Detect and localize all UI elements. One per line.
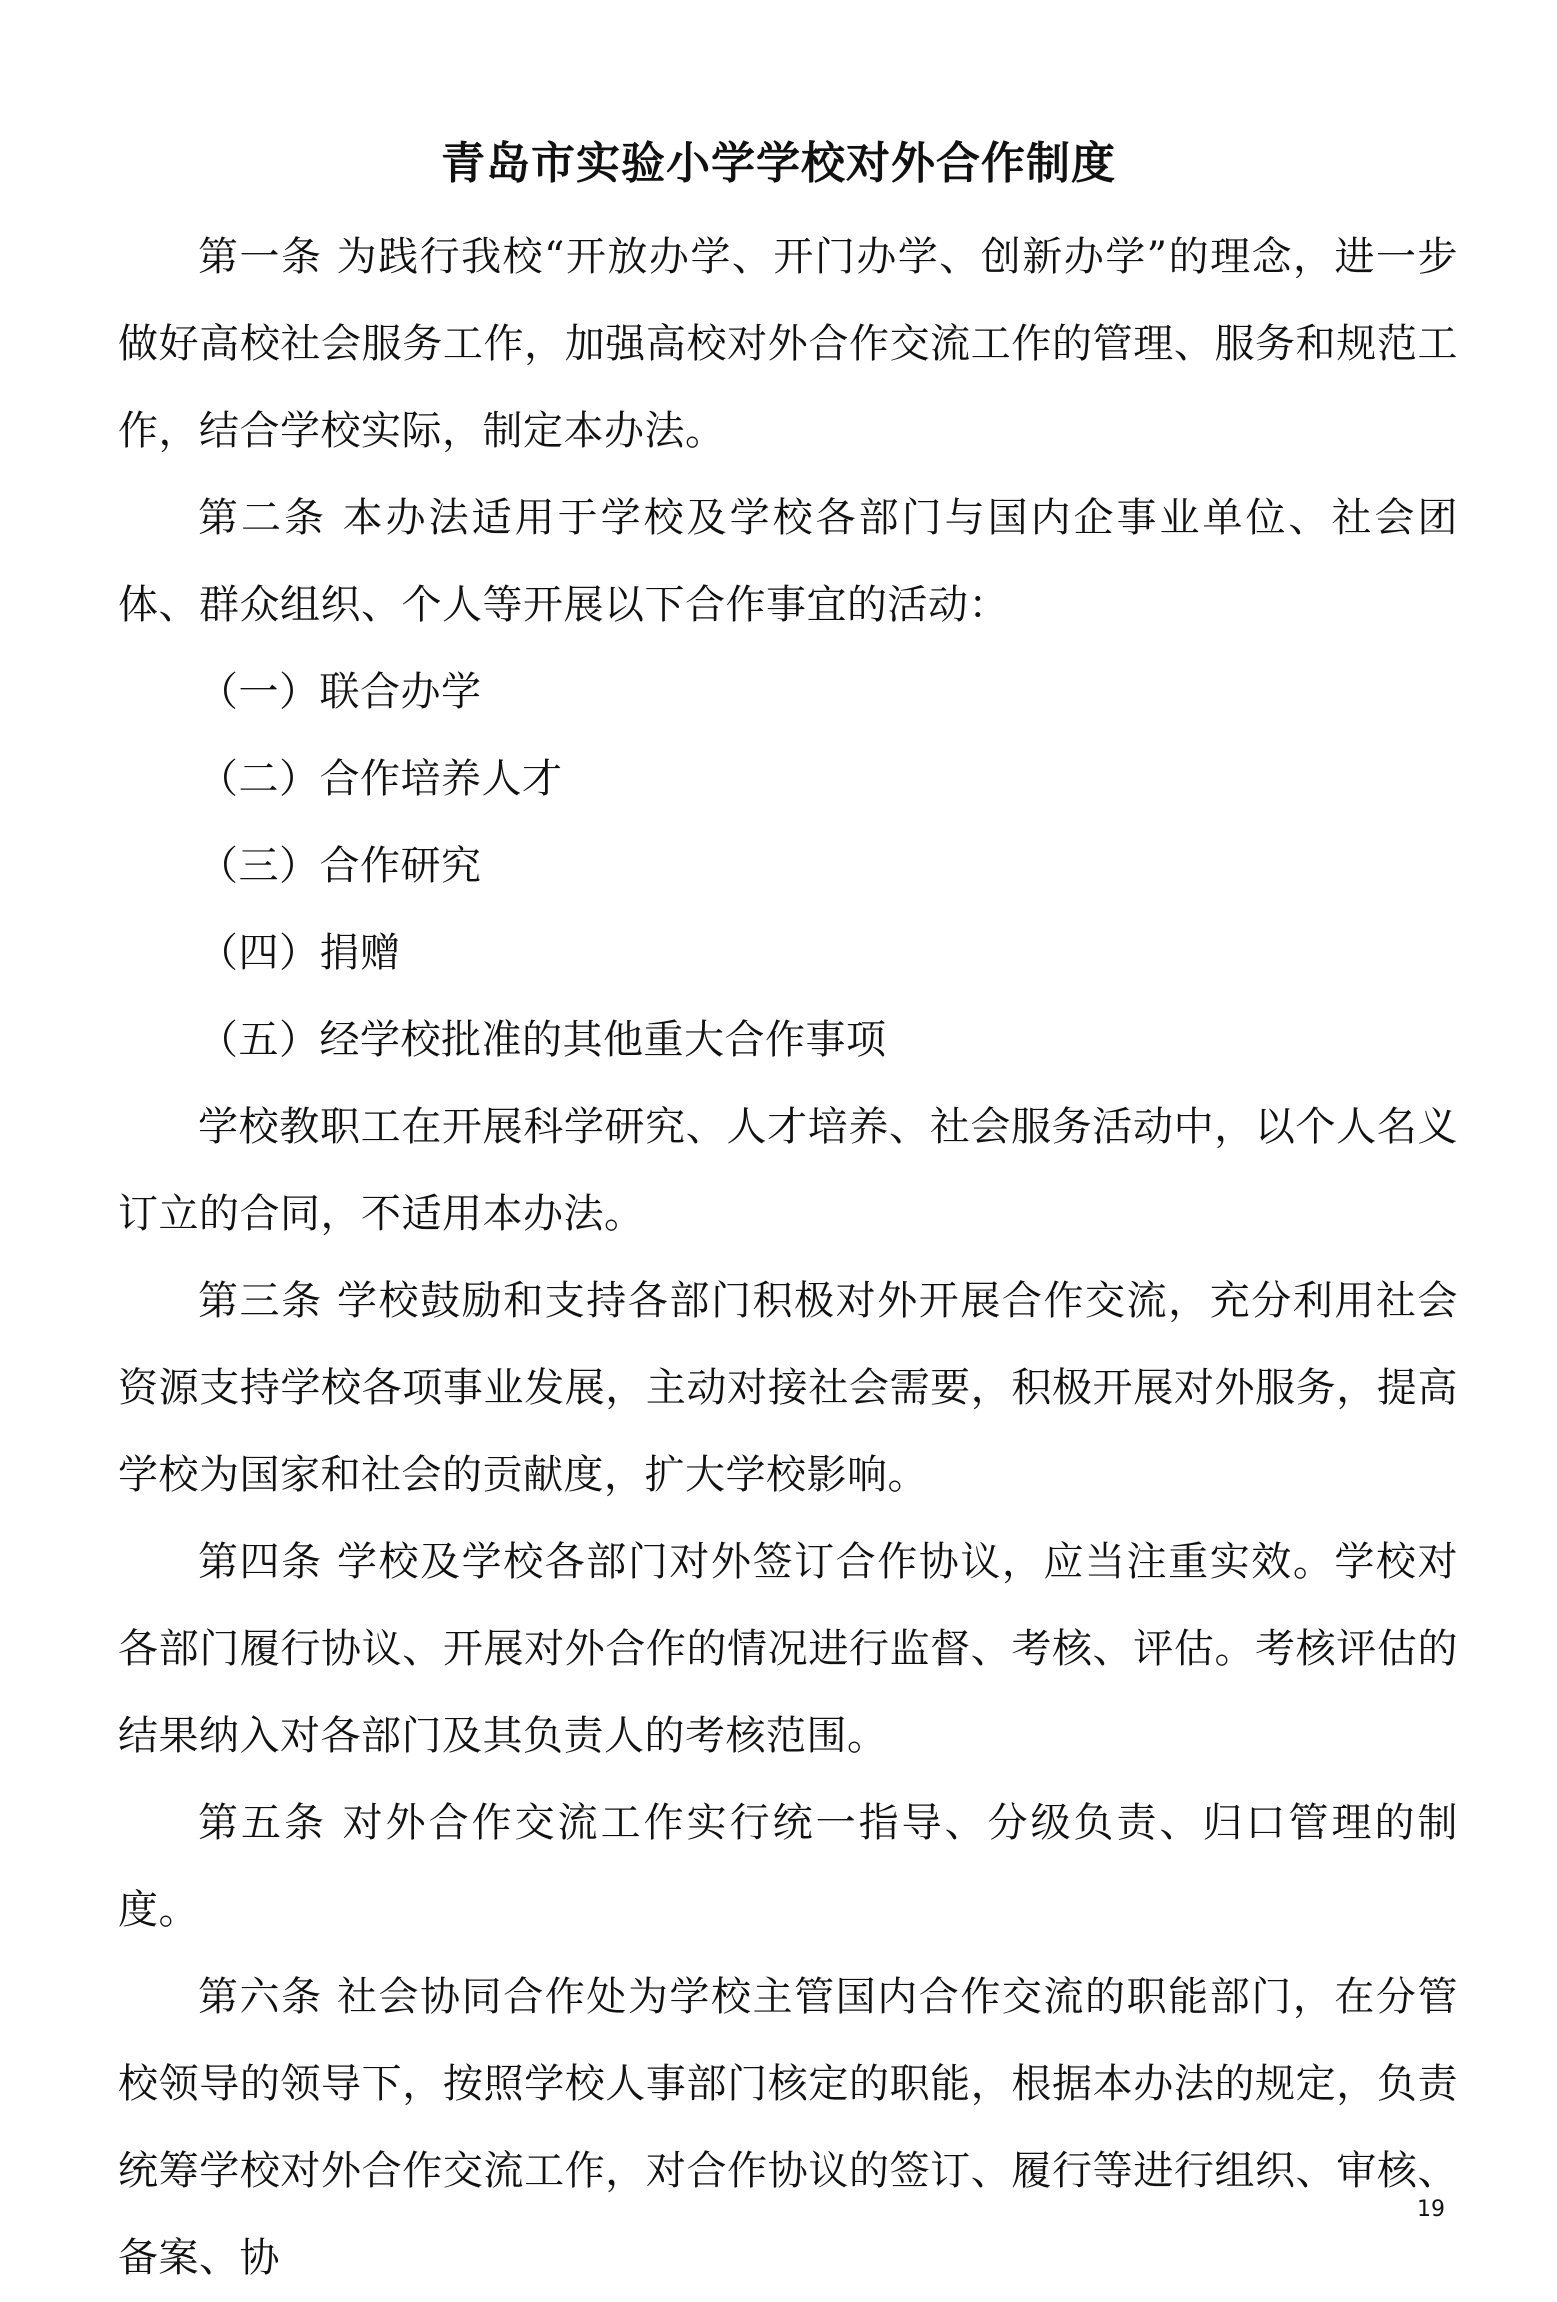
page-number: 19 — [1417, 2197, 1445, 2222]
list-item-1: （一）联合办学 — [198, 669, 482, 715]
article-2-paragraph: 第二条 本办法适用于学校及学校各部门与国内企事业单位、社会团体、群众组织、个人等开展以下合作事宜的活动： — [118, 495, 1458, 628]
list-item-3: （三）合作研究 — [198, 843, 482, 889]
list-item-2: （二）合作培养人才 — [198, 756, 563, 802]
list-item-5: （五）经学校批准的其他重大合作事项 — [198, 1017, 887, 1063]
list-item-4: （四）捐赠 — [198, 930, 401, 976]
exclusion-paragraph: 学校教职工在开展科学研究、人才培养、社会服务活动中，以个人名义订立的合同，不适用本办法。 — [118, 1104, 1458, 1237]
article-4-paragraph: 第四条 学校及学校各部门对外签订合作协议，应当注重实效。学校对各部门履行协议、开展对外合作的情况进行监督、考核、评估。考核评估的结果纳入对各部门及其负责人的考核范围。 — [118, 1539, 1458, 1759]
article-1-paragraph: 第一条 为践行我校“开放办学、开门办学、创新办学”的理念，进一步做好高校社会服务工作，加强高校对外合作交流工作的管理、服务和规范工作，结合学校实际，制定本办法。 — [118, 234, 1458, 454]
article-6-paragraph: 第六条 社会协同合作处为学校主管国内合作交流的职能部门，在分管校领导的领导下，按照学校人事部门核定的职能，根据本办法的规定，负责统筹学校对外合作交流工作，对合作协议的签订、履行等进行组织、审核、备案、协 — [118, 1974, 1458, 2281]
article-5-paragraph: 第五条 对外合作交流工作实行统一指导、分级负责、归口管理的制度。 — [118, 1800, 1458, 1933]
document-title: 青岛市实验小学学校对外合作制度 — [441, 138, 1116, 189]
article-3-paragraph: 第三条 学校鼓励和支持各部门积极对外开展合作交流，充分利用社会资源支持学校各项事业发展，主动对接社会需要，积极开展对外服务，提高学校为国家和社会的贡献度，扩大学校影响。 — [118, 1278, 1458, 1498]
document-body — [118, 214, 1458, 2302]
